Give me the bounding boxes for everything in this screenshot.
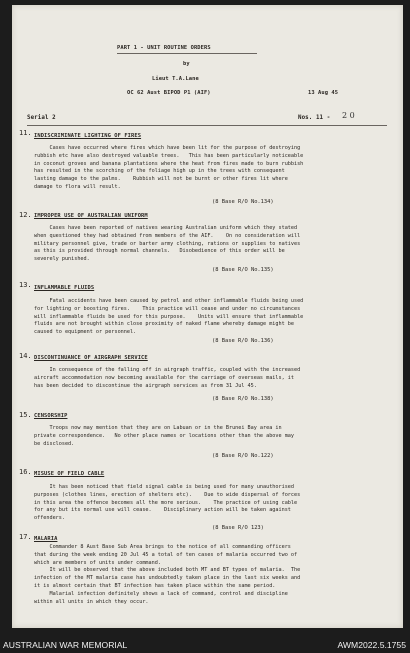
order-title: IMPROPER USE OF AUSTRALIAN UNIFORM — [34, 213, 148, 219]
order-body-line: lasting damage to the palms. Rubbish will not be burnt or other fires lit where — [34, 176, 288, 183]
order-body-line: Fatal accidents have been caused by petrol and other inflammable fluids being used — [34, 298, 304, 304]
order-title: MISUSE OF FIELD CABLE — [34, 471, 105, 477]
order-body-line: Malarial infection definitely shows a lack of command, control and discipline — [34, 590, 288, 597]
order-body-line: that during the week ending 20 Jul 45 a total of ten cases of malaria occurred two of — [34, 551, 298, 558]
order-body-line: private correspondence. No other place names or locations other than the above may — [34, 432, 294, 439]
order-body-line: will inflammable fluids be used for this purpose. Units will ensure that inflammable — [34, 313, 304, 320]
order-body-line: when questioned they had obtained from members of the AIF. On no consideration will — [34, 232, 301, 239]
order-body-line: be disclosed. — [34, 440, 75, 447]
routine-order-reference: (8 Base R/O No.136) — [212, 338, 274, 344]
order-body-line: in this area the offence becomes all the more serious. The practice of using cable — [34, 499, 298, 506]
by-label: by — [183, 61, 190, 67]
document-page — [12, 5, 403, 628]
order-body-line: damage to flora will result. — [34, 184, 121, 190]
order-body-line: Troops now may mention that they are on Labuan or in the Brunei Bay area in — [34, 425, 282, 431]
order-body-line: It has been noticed that field signal cable is being used for many unauthorised — [34, 484, 294, 490]
order-numbers-handwritten: 2 0 — [342, 111, 355, 120]
order-body-line: Commander 8 Aust Base Sub Area brings to the notice of all commanding officers — [34, 544, 291, 550]
order-numbers-label: Nos. 11 - — [298, 115, 331, 121]
order-title: INFLAMMABLE FLUIDS — [34, 285, 95, 291]
footer-accession-id: AWM2022.5.1755 — [337, 640, 406, 650]
order-title: DISCONTINUANCE OF AIRGRAPH SERVICE — [34, 355, 148, 361]
order-number: 14. — [19, 352, 32, 360]
order-number: 11. — [19, 129, 32, 137]
routine-order-reference: (8 Base R/O 123) — [212, 525, 264, 531]
order-body-line: in coconut groves and banana plantations where the heat from fires made to burn rubbish — [34, 160, 304, 167]
order-body-line: has resulted in the scorching of the foliage high up in the trees with consequent — [34, 168, 285, 175]
routine-order-reference: (8 Base R/O No.122) — [212, 453, 274, 459]
order-body-line: for lighting or boosting fires. This practice will cease and under no circumstances — [34, 305, 301, 312]
routine-order-reference: (8 Base R/O No.134) — [212, 199, 274, 205]
order-body-line: Cases have been reported of natives wearing Australian uniform which they stated — [34, 225, 298, 231]
order-body-line: It will be observed that the above included both MT and BT types of malaria. The — [34, 567, 301, 574]
date-line: 13 Aug 45 — [308, 90, 339, 96]
header-rule — [27, 125, 387, 126]
order-body-line: for any but its normal use will cease. Disciplinary action will be taken against — [34, 507, 291, 514]
order-number: 12. — [19, 211, 32, 219]
order-title: MALARIA — [34, 536, 58, 542]
serial-line: Serial 2 — [27, 115, 56, 121]
order-body-line: Cases have occurred where fires which have been lit for the purpose of destroying — [34, 145, 301, 151]
order-body-line: In consequence of the falling off in airgraph traffic, coupled with the increased — [34, 367, 301, 373]
order-body-line: military personnel give, trade or barter army clothing, rations or supplies to natives — [34, 240, 301, 247]
order-body-line: has been decided to discontinue the airgraph services as from 31 Jul 45. — [34, 382, 257, 389]
order-title: CENSORSHIP — [34, 413, 68, 419]
order-body-line: it is almost certain that BT infection has taken place within the same period. — [34, 583, 276, 589]
order-body-line: caused to equipment or personnel. — [34, 329, 137, 336]
order-body-line: within all units in which they occur. — [34, 598, 149, 605]
order-body-line: rubbish etc have also destroyed valuable trees. This has been particularly noticeable — [34, 152, 304, 159]
order-body-line: purposes (clothes lines, erection of shelters etc). Due to wide dispersal of forces — [34, 491, 301, 498]
order-title: INDISCRIMINATE LIGHTING OF FIRES — [34, 133, 142, 139]
order-body-line: aircraft accommodation now becoming available for the carriage of overseas mails, it — [34, 374, 294, 381]
order-body-line: offenders. — [34, 515, 65, 522]
order-number: 13. — [19, 281, 32, 289]
order-body-line: fluids are not brought within close proximity of naked flame whereby damage might be — [34, 321, 294, 328]
order-number: 15. — [19, 411, 32, 419]
order-number: 16. — [19, 468, 32, 476]
footer-bar — [0, 637, 410, 653]
footer-institution: AUSTRALIAN WAR MEMORIAL — [3, 640, 128, 650]
order-body-line: as this is provided through normal channels. Disobedience of this order will be — [34, 248, 285, 255]
part-heading-underline — [117, 53, 257, 54]
order-body-line: which are members of units under command. — [34, 559, 161, 566]
routine-order-reference: (8 Base R/O No.138) — [212, 396, 274, 402]
part-heading: PART 1 - UNIT ROUTINE ORDERS — [117, 45, 211, 51]
unit-line: OC 62 Aust BIPOD P1 (AIF) — [127, 90, 211, 96]
routine-order-reference: (8 Base R/O No.135) — [212, 267, 274, 273]
author-line: Lieut T.A.Lane — [152, 76, 199, 82]
order-number: 17. — [19, 533, 32, 541]
order-body-line: severely punished. — [34, 256, 90, 263]
order-body-line: infection of the MT malaria case has undoubtedly taken place in the last six weeks and — [34, 575, 301, 582]
